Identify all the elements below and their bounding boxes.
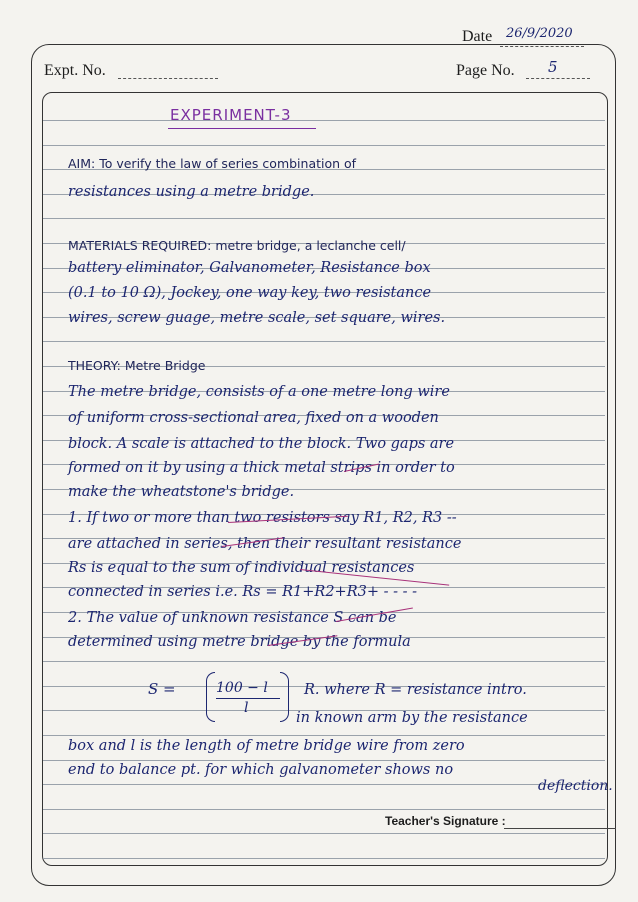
- ruled-line: [43, 809, 605, 810]
- ruled-line: [43, 661, 605, 662]
- ruled-line: [43, 735, 605, 736]
- ruled-line: [43, 145, 605, 146]
- conclusion-line-3: deflection.: [538, 778, 613, 794]
- point-1-line-3: Rs is equal to the sum of individual resistances: [68, 560, 415, 576]
- conclusion-line-2: end to balance pt. for which galvanometer shows no: [68, 762, 454, 778]
- title-underline: [168, 128, 316, 129]
- formula-fraction-bar: [216, 698, 280, 699]
- page-number-value: 5: [548, 58, 558, 76]
- theory-line-4: formed on it by using a thick metal strips in order to: [68, 460, 455, 476]
- ruled-line: [43, 833, 605, 834]
- page-number-underline: [526, 78, 590, 79]
- ruled-line: [43, 784, 605, 785]
- aim-line-1: AIM: To verify the law of series combination of: [68, 156, 357, 171]
- theory-line-5: make the wheatstone's bridge.: [68, 484, 295, 500]
- theory-line-1: The metre bridge, consists of a one metre long wire: [68, 384, 450, 400]
- experiment-number-label: Expt. No.: [44, 62, 106, 79]
- materials-line-2: battery eliminator, Galvanometer, Resistance box: [68, 260, 431, 276]
- point-1-line-2: are attached in series, then their resultant resistance: [68, 536, 462, 552]
- theory-line-2: of uniform cross-sectional area, fixed on a wooden: [68, 410, 439, 426]
- ruled-line: [43, 218, 605, 219]
- point-1-line-4: connected in series i.e. Rs = R1+R2+R3+ - - - -: [68, 584, 418, 600]
- formula-rhs-continued: in known arm by the resistance: [296, 710, 528, 726]
- materials-line-1: MATERIALS REQUIRED: metre bridge, a leclanche cell/: [68, 238, 406, 253]
- ruled-line: [43, 760, 605, 761]
- ruled-line: [43, 341, 605, 342]
- materials-line-4: wires, screw guage, metre scale, set square, wires.: [68, 310, 446, 326]
- date-label: Date: [462, 28, 493, 45]
- ruled-line: [43, 858, 605, 859]
- experiment-number-underline: [118, 78, 218, 79]
- page-number-label: Page No.: [456, 62, 515, 79]
- teacher-signature-label: Teacher's Signature :: [385, 814, 506, 828]
- formula-left-bracket: [206, 672, 215, 722]
- theory-heading: THEORY: Metre Bridge: [68, 358, 206, 373]
- date-underline: [500, 46, 584, 47]
- materials-line-3: (0.1 to 10 Ω), Jockey, one way key, two resistance: [68, 285, 432, 301]
- theory-line-3: block. A scale is attached to the block. Two gaps are: [68, 436, 455, 452]
- formula-rhs: R. where R = resistance intro.: [304, 682, 527, 698]
- point-1-line-1: 1. If two or more than two resistors say R1, R2, R3 --: [68, 510, 457, 526]
- point-2-line-1: 2. The value of unknown resistance S can be: [68, 610, 397, 626]
- formula-denominator: l: [244, 700, 249, 716]
- formula-lhs: S =: [148, 680, 176, 698]
- aim-line-2: resistances using a metre bridge.: [68, 184, 315, 200]
- point-2-line-2: determined using metre bridge by the formula: [68, 634, 411, 650]
- experiment-title: EXPERIMENT-3: [170, 106, 292, 124]
- conclusion-line-1: box and l is the length of metre bridge wire from zero: [68, 738, 465, 754]
- teacher-signature-line: [504, 828, 616, 829]
- formula-numerator: 100 − l: [216, 680, 268, 696]
- ruled-line: [43, 120, 605, 121]
- date-value: 26/9/2020: [506, 26, 573, 41]
- formula-right-bracket: [280, 672, 289, 722]
